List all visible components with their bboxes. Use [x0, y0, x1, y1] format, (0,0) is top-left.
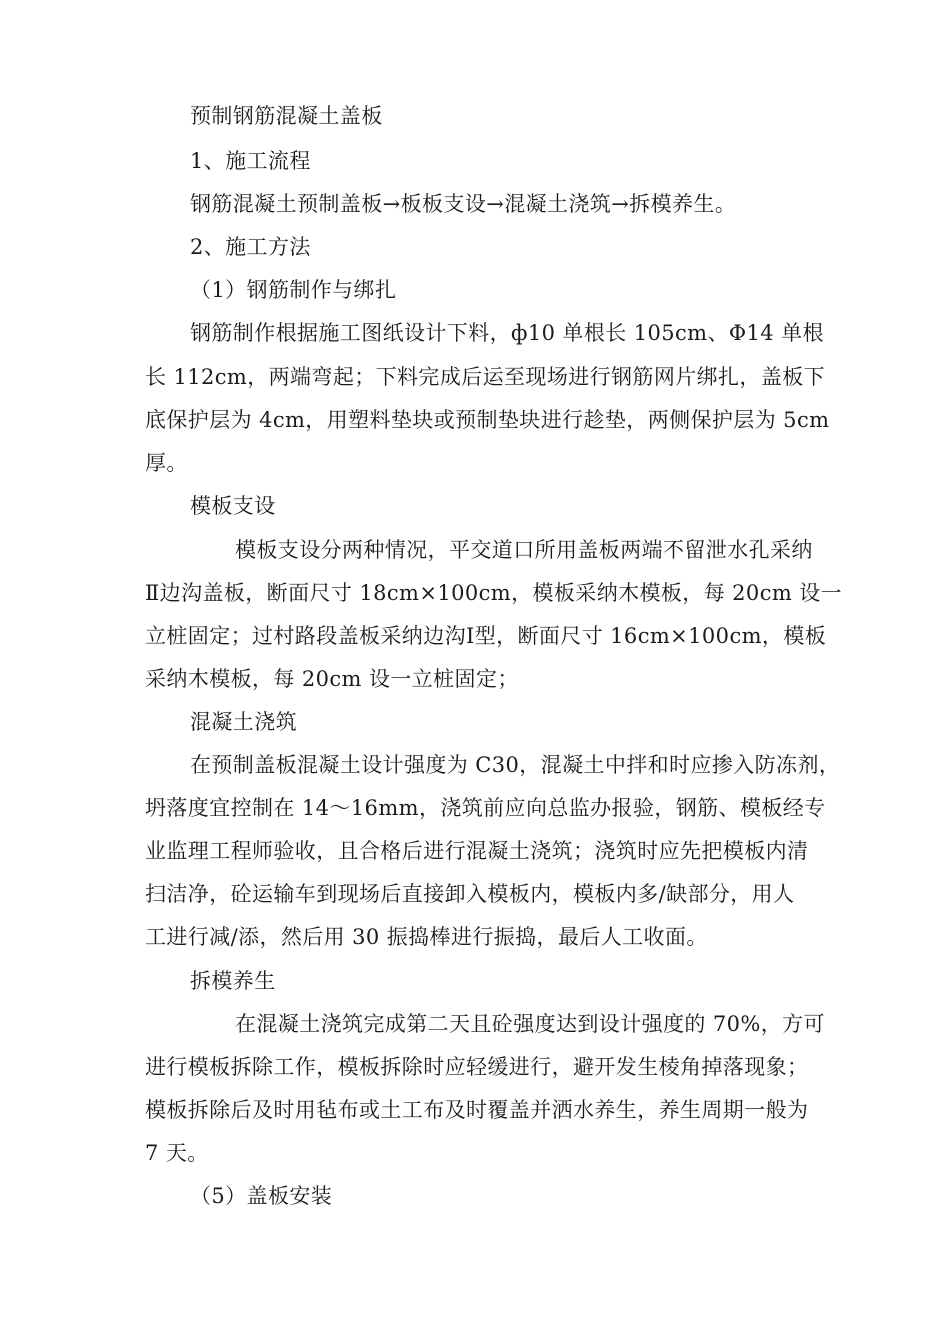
formwork-heading: 模板支设	[190, 494, 276, 518]
subsection-heading-cover-install: （5）盖板安装	[190, 1184, 333, 1208]
section-heading-method: 2、施工方法	[190, 235, 311, 259]
concrete-paragraph-line: 在预制盖板混凝土设计强度为 C30，混凝土中拌和时应掺入防冻剂，	[190, 753, 841, 777]
concrete-paragraph-line: 工进行减/添，然后用 30 振捣棒进行振捣，最后人工收面。	[145, 925, 708, 949]
document-title: 预制钢筋混凝土盖板	[190, 104, 383, 128]
process-flow-text: 钢筋混凝土预制盖板→板板支设→混凝土浇筑→拆模养生。	[190, 192, 737, 216]
curing-paragraph-line: 7 天。	[145, 1141, 209, 1165]
rebar-paragraph-line: 底保护层为 4cm，用塑料垫块或预制垫块进行趁垫，两侧保护层为 5cm	[145, 408, 830, 432]
curing-paragraph-line: 进行模板拆除工作，模板拆除时应轻缓进行，避开发生棱角掉落现象；	[145, 1055, 809, 1079]
concrete-paragraph-line: 业监理工程师验收，且合格后进行混凝土浇筑；浇筑时应先把模板内清	[145, 839, 809, 863]
formwork-paragraph-line: 立桩固定；过村路段盖板采纳边沟Ⅰ型，断面尺寸 16cm×100cm，模板	[145, 624, 827, 648]
curing-paragraph-line: 模板拆除后及时用毡布或土工布及时覆盖并洒水养生，养生周期一般为	[145, 1098, 809, 1122]
formwork-paragraph-line: Ⅱ边沟盖板，断面尺寸 18cm×100cm，模板采纳木模板，每 20cm 设一	[145, 581, 843, 605]
concrete-paragraph-line: 坍落度宜控制在 14～16mm，浇筑前应向总监办报验，钢筋、模板经专	[145, 796, 826, 820]
rebar-paragraph-line: 长 112cm，两端弯起；下料完成后运至现场进行钢筋网片绑扎，盖板下	[145, 365, 826, 389]
rebar-paragraph-line: 厚。	[145, 451, 188, 475]
subsection-heading-rebar: （1）钢筋制作与绑扎	[190, 278, 397, 302]
concrete-heading: 混凝土浇筑	[190, 710, 297, 734]
section-heading-process: 1、施工流程	[190, 149, 311, 173]
formwork-paragraph-line: 采纳木模板，每 20cm 设一立桩固定；	[145, 667, 519, 691]
rebar-paragraph-line: 钢筋制作根据施工图纸设计下料，ф10 单根长 105cm、Φ14 单根	[190, 321, 824, 345]
formwork-paragraph-line: 模板支设分两种情况，平交道口所用盖板两端不留泄水孔采纳	[235, 538, 813, 562]
curing-heading: 拆模养生	[190, 969, 276, 993]
concrete-paragraph-line: 扫洁净，砼运输车到现场后直接卸入模板内，模板内多/缺部分，用人	[145, 882, 795, 906]
curing-paragraph-line: 在混凝土浇筑完成第二天且砼强度达到设计强度的 70%，方可	[235, 1012, 825, 1036]
